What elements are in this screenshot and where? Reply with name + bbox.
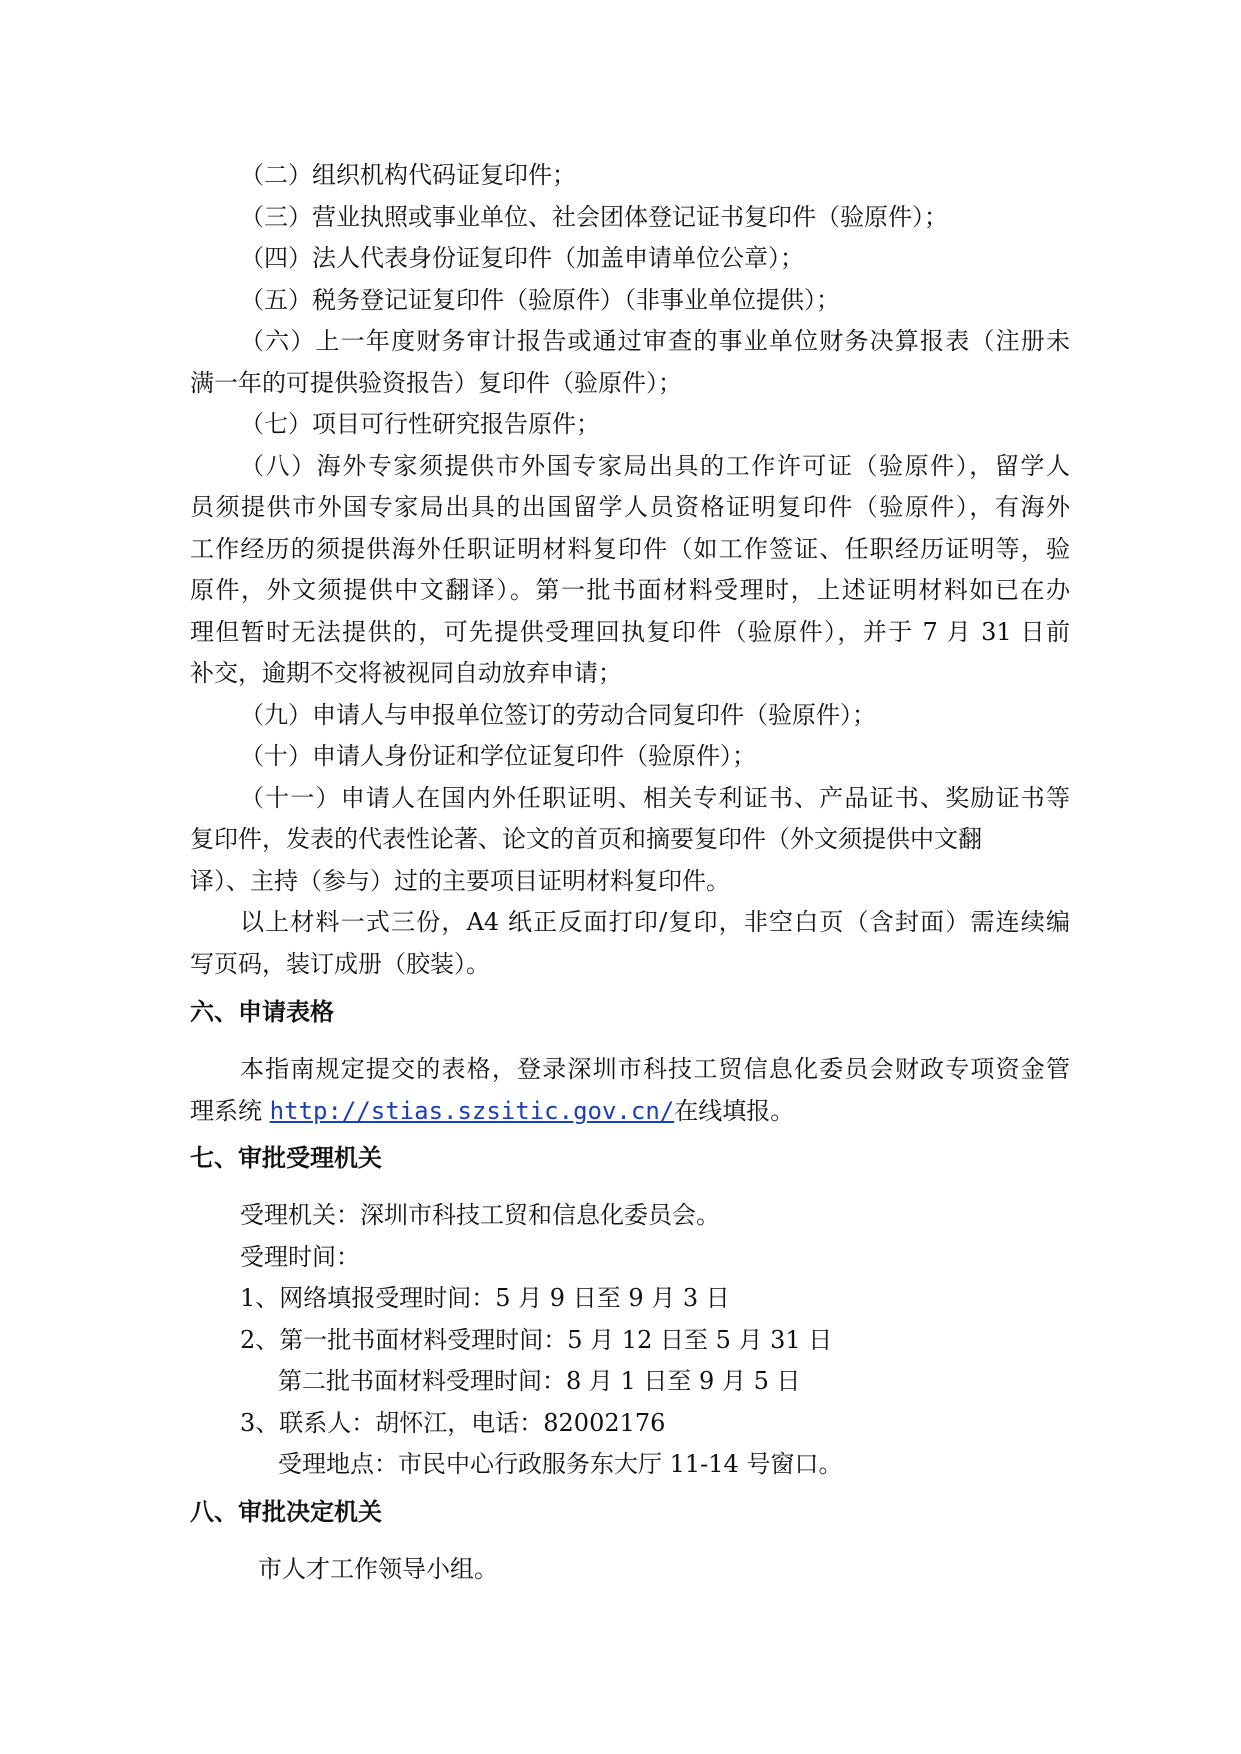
material-item-10: （十）申请人身份证和学位证复印件（验原件）； xyxy=(240,742,756,770)
material-item-11-line1: （十一）申请人在国内外任职证明、相关专利证书、产品证书、奖励证书等 xyxy=(240,784,1070,812)
section-6-body-suffix: 在线填报。 xyxy=(674,1097,795,1125)
accepting-time-label: 受理时间： xyxy=(240,1243,360,1271)
material-item-11-line3: 译）、主持（参与）过的主要项目证明材料复印件。 xyxy=(190,867,730,895)
material-item-3: （三）营业执照或事业单位、社会团体登记证书复印件（验原件）； xyxy=(240,203,948,231)
section-6-body-line2 xyxy=(190,1096,1070,1126)
material-item-8-line3: 工作经历的须提供海外任职证明材料复印件（如工作签证、任职经历证明等，验 xyxy=(190,535,1070,563)
contact-person: 3、联系人：胡怀江，电话：82002176 xyxy=(240,1409,666,1437)
section-8-heading: 八、审批决定机关 xyxy=(190,1498,382,1526)
material-item-8-line5: 理但暂时无法提供的，可先提供受理回执复印件（验原件），并于 7 月 31 日前 xyxy=(190,618,1070,646)
accepting-agency: 受理机关：深圳市科技工贸和信息化委员会。 xyxy=(240,1201,720,1229)
section-6-body-line1: 本指南规定提交的表格，登录深圳市科技工贸信息化委员会财政专项资金管 xyxy=(240,1055,1070,1083)
material-item-6-line1: （六）上一年度财务审计报告或通过审查的事业单位财务决算报表（注册未 xyxy=(240,327,1070,355)
material-item-8-line6: 补交，逾期不交将被视同自动放弃申请； xyxy=(190,659,622,687)
section-6-body-prefix: 理系统 xyxy=(190,1097,270,1125)
materials-summary-line2: 写页码，装订成册（胶装）。 xyxy=(190,950,490,978)
material-item-8-line1: （八）海外专家须提供市外国专家局出具的工作许可证（验原件），留学人 xyxy=(240,452,1070,480)
accept-location: 受理地点：市民中心行政服务东大厅 11-14 号窗口。 xyxy=(278,1450,843,1478)
system-link[interactable]: http://stias.szsitic.gov.cn/ xyxy=(269,1097,675,1125)
material-item-2: （二）组织机构代码证复印件； xyxy=(240,161,576,189)
first-batch-accept-time: 2、第一批书面材料受理时间：5 月 12 日至 5 月 31 日 xyxy=(240,1326,833,1354)
material-item-6-line2: 满一年的可提供验资报告）复印件（验原件）； xyxy=(190,369,682,397)
material-item-8-line4: 原件，外文须提供中文翻译）。第一批书面材料受理时，上述证明材料如已在办 xyxy=(190,576,1070,604)
material-item-5: （五）税务登记证复印件（验原件）（非事业单位提供）； xyxy=(240,286,840,314)
section-7-heading: 七、审批受理机关 xyxy=(190,1144,382,1172)
online-accept-time: 1、网络填报受理时间：5 月 9 日至 9 月 3 日 xyxy=(240,1284,730,1312)
section-6-heading: 六、申请表格 xyxy=(190,998,334,1026)
material-item-11-line2: 复印件，发表的代表性论著、论文的首页和摘要复印件（外文须提供中文翻 xyxy=(190,825,982,853)
materials-summary-line1: 以上材料一式三份，A4 纸正反面打印/复印，非空白页（含封面）需连续编 xyxy=(240,908,1070,936)
material-item-4: （四）法人代表身份证复印件（加盖申请单位公章）； xyxy=(240,244,804,272)
second-batch-accept-time: 第二批书面材料受理时间：8 月 1 日至 9 月 5 日 xyxy=(278,1367,801,1395)
material-item-8-line2: 员须提供市外国专家局出具的出国留学人员资格证明复印件（验原件），有海外 xyxy=(190,493,1070,521)
material-item-7: （七）项目可行性研究报告原件； xyxy=(240,410,600,438)
decision-authority: 市人才工作领导小组。 xyxy=(258,1555,498,1583)
material-item-9: （九）申请人与申报单位签订的劳动合同复印件（验原件）； xyxy=(240,701,876,729)
